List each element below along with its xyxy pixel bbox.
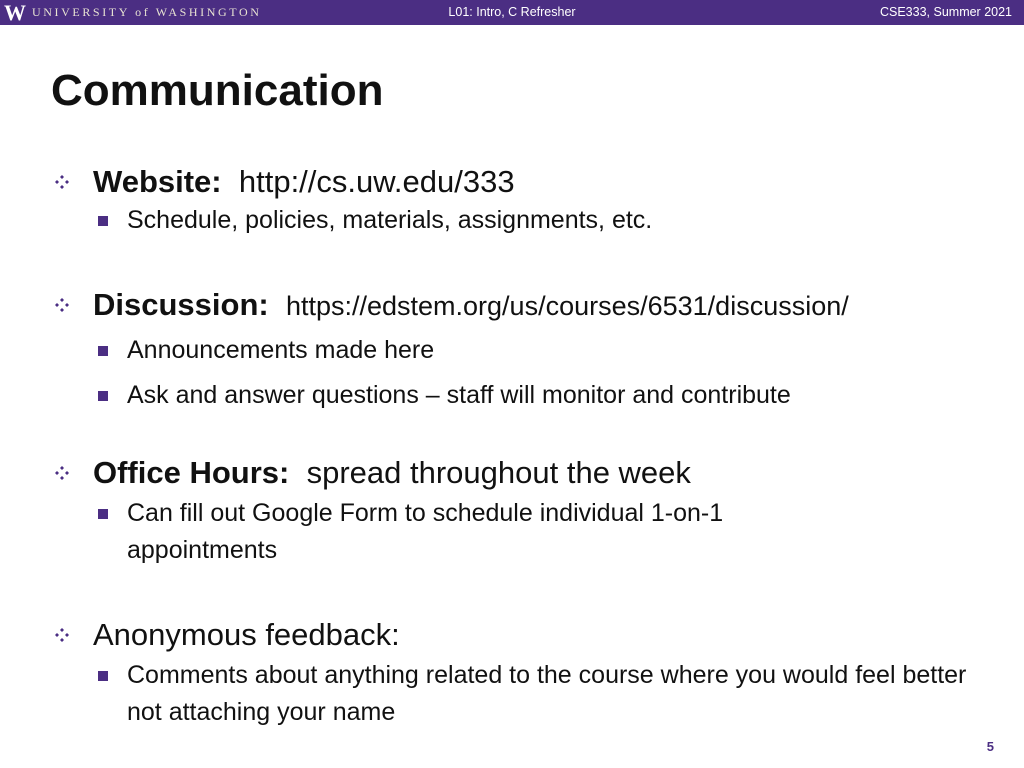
bullet-item (0, 453, 1024, 493)
website-url[interactable]: http://cs.uw.edu/333 (238, 164, 515, 199)
bullet-label: Discussion: (93, 287, 269, 322)
square-bullet-icon (98, 671, 108, 681)
lecture-title: L01: Intro, C Refresher (448, 5, 576, 19)
bullet-anonymous-feedback (0, 615, 1024, 731)
sub-bullet-text: Comments about anything related to the course where you would feel better not attaching your name (127, 661, 967, 726)
university-name: UNIVERSITY of WASHINGTON (32, 5, 262, 19)
four-diamond-icon (54, 627, 70, 643)
sub-bullet-item (0, 202, 1024, 239)
bullet-discussion (0, 285, 1024, 414)
bullet-item (0, 162, 1024, 202)
sub-bullet-item (0, 657, 987, 731)
sub-bullet-text: Can fill out Google Form to schedule individual 1-on-1 appointments (127, 499, 724, 564)
page-number: 5 (986, 739, 994, 754)
sub-bullet-text: Schedule, policies, materials, assignments, etc. (127, 206, 653, 234)
sub-bullet-text: Announcements made here (127, 336, 435, 364)
square-bullet-icon (98, 509, 108, 519)
sub-bullet-item (0, 332, 1024, 369)
four-diamond-icon (54, 465, 70, 481)
bullet-label: Office Hours: (93, 455, 290, 490)
sub-bullet-item (0, 377, 1024, 414)
square-bullet-icon (98, 346, 108, 356)
bullet-office-hours (0, 453, 1024, 569)
sub-bullet-text: Ask and answer questions – staff will monitor and contribute (127, 381, 791, 409)
uw-w-logo-icon: W (4, 0, 26, 25)
four-diamond-icon (54, 297, 70, 313)
header-bar (0, 0, 1024, 25)
square-bullet-icon (98, 391, 108, 401)
bullet-text: spread throughout the week (306, 455, 691, 490)
four-diamond-icon (54, 174, 70, 190)
square-bullet-icon (98, 216, 108, 226)
bullet-text: Anonymous feedback: (93, 617, 400, 652)
bullet-label: Website: (93, 164, 222, 199)
bullet-website (0, 162, 1024, 239)
slide-title: Communication (51, 66, 384, 115)
discussion-url[interactable]: https://edstem.org/us/courses/6531/discussion/ (285, 291, 849, 321)
sub-bullet-item (0, 495, 847, 569)
bullet-item (0, 285, 1024, 326)
course-name: CSE333, Summer 2021 (879, 5, 1012, 19)
bullet-item (0, 615, 1024, 655)
